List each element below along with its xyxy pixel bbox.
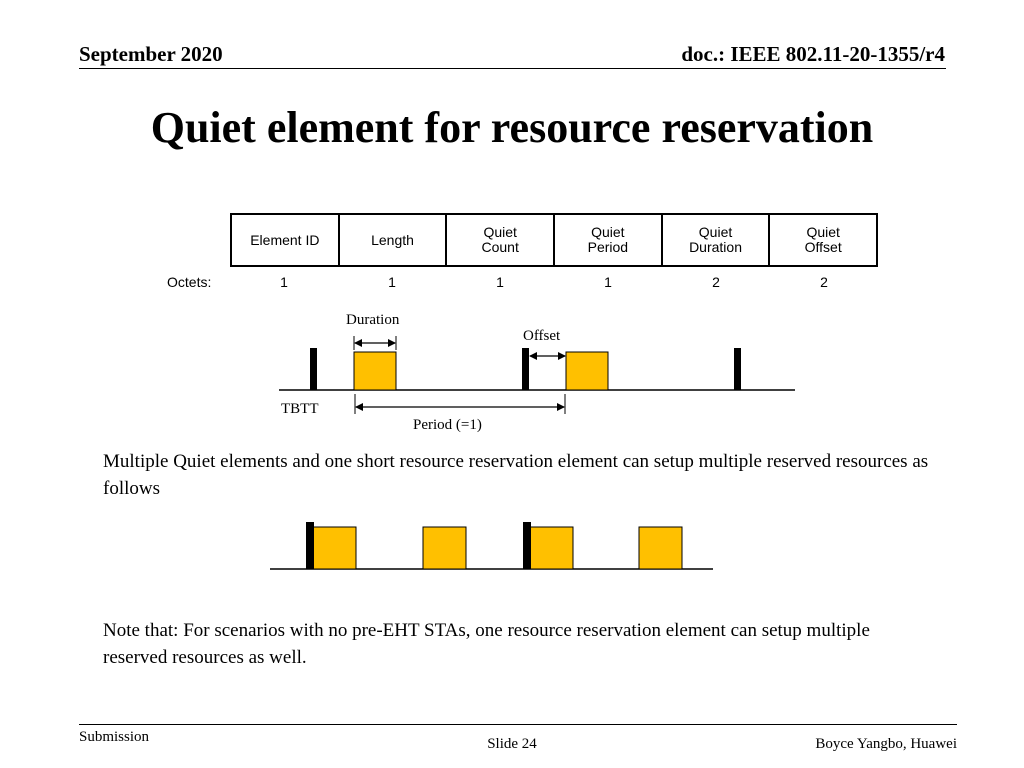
duration-label: Duration (346, 312, 400, 328)
header-doc-id: doc.: IEEE 802.11-20-1355/r4 (681, 42, 945, 66)
octet-quiet-duration: 2 (712, 274, 720, 290)
quiet-interval-block (639, 527, 682, 569)
octet-quiet-count: 1 (496, 274, 504, 290)
header-date: September 2020 (79, 42, 223, 66)
period-label: Period (=1) (413, 417, 482, 433)
octet-length: 1 (388, 274, 396, 290)
paragraph-multiple-quiet: Multiple Quiet elements and one short resource reservation element can setup multiple reserved resources as follows (103, 451, 929, 499)
beacon-bar (734, 348, 741, 390)
octet-quiet-offset: 2 (820, 274, 828, 290)
slide-title: Quiet element for resource reservation (150, 103, 874, 152)
quiet-interval-block (566, 352, 608, 390)
footer-submission: Submission (79, 729, 150, 745)
tbtt-label: TBTT (281, 401, 319, 417)
beacon-bar (306, 522, 314, 569)
field-element-id: Element ID (232, 215, 340, 265)
footer-slide-number: Slide 24 (487, 736, 537, 752)
quiet-interval-block (423, 527, 466, 569)
octets-label: Octets: (167, 274, 212, 290)
field-quiet-duration: Quiet Duration (663, 215, 771, 265)
paragraph-note: Note that: For scenarios with no pre-EHT STAs, one resource reservation element can setup multiple reserved resources as well. (103, 620, 870, 668)
octet-element-id: 1 (280, 274, 288, 290)
quiet-interval-block (530, 527, 573, 569)
octet-quiet-period: 1 (604, 274, 612, 290)
footer-divider (79, 724, 957, 725)
offset-label: Offset (523, 328, 561, 344)
beacon-bar (522, 348, 529, 390)
footer-author: Boyce Yangbo, Huawei (815, 736, 957, 752)
field-quiet-offset: Quiet Offset (804, 224, 842, 255)
field-quiet-count: Quiet Count (447, 215, 555, 265)
field-quiet-period: Quiet Period (555, 215, 663, 265)
field-length: Length (340, 215, 448, 265)
quiet-interval-block (354, 352, 396, 390)
beacon-bar (523, 522, 531, 569)
quiet-interval-block (313, 527, 356, 569)
beacon-bar (310, 348, 317, 390)
